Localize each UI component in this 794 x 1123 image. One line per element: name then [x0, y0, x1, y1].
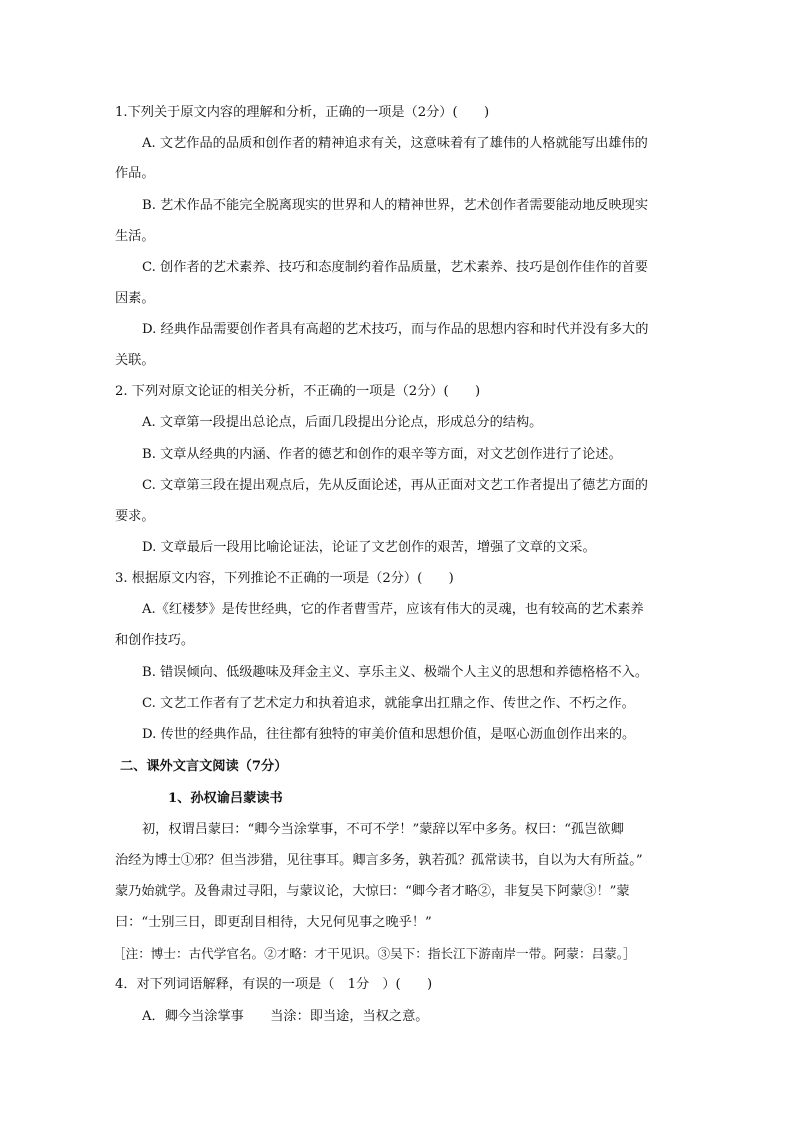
section-2-heading: 二、课外文言文阅读（7分） [120, 759, 288, 774]
q1-option-a-line2: 作品。 [115, 166, 155, 181]
q1-option-d-line1: D. 经典作品需要创作者具有高超的艺术技巧，而与作品的思想内容和时代并没有多大的 [142, 322, 649, 337]
question-1-stem: 1.下列关于原文内容的理解和分析，正确的一项是（2分）( ) [115, 105, 490, 120]
passage-notes: ［注：博士：古代学官名。②才略：才干见识。③吴下：指长江下游南岸一带。阿蒙：吕蒙。］ [113, 946, 636, 961]
q1-option-d-line2: 关联。 [115, 353, 155, 368]
question-4-stem: 4．对下列词语解释，有误的一项是（ 1分 ）( ) [115, 977, 433, 992]
q2-option-b: B. 文章从经典的内涵、作者的德艺和创作的艰辛等方面，对文艺创作进行了论述。 [142, 447, 622, 462]
q3-option-b: B. 错误倾向、低级趣味及拜金主义、享乐主义、极端个人主义的思想和养德格格不入。 [142, 665, 649, 680]
q1-option-a-line1: A. 文艺作品的品质和创作者的精神追求有关，这意味着有了雄伟的人格就能写出雄伟的 [142, 136, 648, 151]
q1-option-b-line2: 生活。 [115, 229, 155, 244]
passage-line-1: 初，权谓吕蒙曰：“卿今当涂掌事，不可不学！”蒙辞以军中多务。权曰：“孤岂欲卿 [142, 822, 624, 837]
q2-option-c-line1: C. 文章第三段在提出观点后，先从反面论述，再从正面对文艺工作者提出了德艺方面的 [142, 478, 648, 493]
passage-line-4: 曰：“士别三日，即更刮目相待，大兄何见事之晚乎！” [115, 915, 432, 930]
q2-option-a: A. 文章第一段提出总论点，后面几段提出分论点，形成总分的结构。 [142, 415, 543, 430]
q3-option-a-line2: 和创作技巧。 [115, 633, 195, 648]
q3-option-c: C. 文艺工作者有了艺术定力和执着追求，就能拿出扛鼎之作、传世之作、不朽之作。 [142, 696, 635, 711]
q1-option-c-line2: 因素。 [115, 291, 155, 306]
q4-option-a: A．卿今当涂掌事 当涂：即当途，当权之意。 [142, 1009, 429, 1024]
passage-title: 1、孙权谕吕蒙读书 [168, 791, 283, 806]
question-3-stem: 3. 根据原文内容，下列推论不正确的一项是（2分）( ) [115, 571, 454, 586]
q3-option-d: D. 传世的经典作品，往往都有独特的审美价值和思想价值，是呕心沥血创作出来的。 [142, 727, 636, 742]
q2-option-d: D. 文章最后一段用比喻论证法，论证了文艺创作的艰苦，增强了文章的文采。 [142, 540, 596, 555]
passage-line-3: 蒙乃始就学。及鲁肃过寻阳，与蒙议论，大惊曰：“卿今者才略②，非复吴下阿蒙③！”蒙 [115, 884, 630, 899]
q3-option-a-line1: A.《红楼梦》是传世经典，它的作者曹雪芹，应该有伟大的灵魂，也有较高的艺术素养 [142, 602, 644, 617]
question-2-stem: 2. 下列对原文论证的相关分析，不正确的一项是（2分）( ) [115, 384, 481, 399]
q1-option-c-line1: C. 创作者的艺术素养、技巧和态度制约着作品质量，艺术素养、技巧是创作佳作的首要 [142, 260, 648, 275]
q1-option-b-line1: B. 艺术作品不能完全脱离现实的世界和人的精神世界，艺术创作者需要能动地反映现实 [142, 198, 649, 213]
q2-option-c-line2: 要求。 [115, 509, 155, 524]
passage-line-2: 治经为博士①邪？但当涉猎，见往事耳。卿言多务，孰若孤？孤常读书，自以为大有所益。” [115, 853, 643, 868]
